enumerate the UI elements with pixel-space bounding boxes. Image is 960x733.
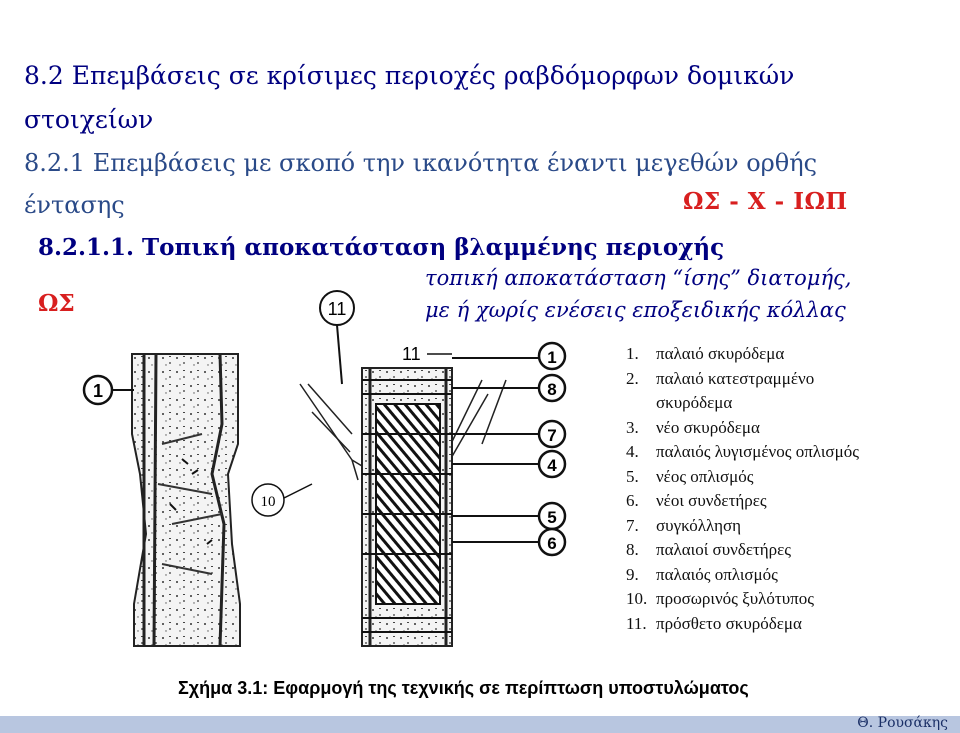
- legend-text: σκυρόδεμα: [656, 393, 733, 412]
- callout-6: [452, 529, 565, 555]
- repaired-column: [362, 368, 452, 646]
- legend-text: συγκόλληση: [656, 515, 742, 535]
- note-line-2: με ή χωρίς ενέσεις εποξειδικής κόλλας: [425, 298, 846, 322]
- heading-line-1: 8.2 Επεμβάσεις σε κρίσιμες περιοχές ραβδόμορφων δομικών: [24, 61, 795, 90]
- legend-text: νέο σκυρόδεμα: [656, 417, 760, 437]
- heading-line-2: στοιχείων: [24, 105, 154, 134]
- legend-text: παλαιοί συνδετήρες: [656, 540, 792, 559]
- legend-number: 2.: [626, 368, 639, 388]
- callout-label: 6: [547, 534, 557, 553]
- legend-text: νέος οπλισμός: [656, 466, 754, 486]
- legend-number: 8.: [626, 540, 639, 559]
- legend-number: 5.: [626, 466, 639, 486]
- callout-label: 10: [260, 494, 276, 510]
- legend-number: 6.: [626, 491, 639, 510]
- callout-1-left: [84, 376, 134, 404]
- callout-1-right: [452, 343, 565, 369]
- legend-number: 1.: [626, 344, 639, 363]
- callout-label: 7: [547, 426, 557, 445]
- legend-text: παλαιό σκυρόδεμα: [656, 344, 785, 363]
- subheading-line-2: έντασης: [24, 191, 125, 219]
- legend-number: 4.: [626, 442, 639, 461]
- callout-label: 11: [327, 299, 347, 319]
- callout-5: [452, 503, 565, 529]
- damaged-column: [132, 354, 240, 646]
- legend-text: παλαιός οπλισμός: [656, 564, 778, 584]
- tag-left: ΩΣ: [38, 290, 75, 317]
- figure-caption: Σχήμα 3.1: Εφαρμογή της τεχνικής σε περίπτωση υποστυλώματος: [178, 678, 749, 698]
- callout-label: 5: [547, 508, 557, 527]
- callout-label-11: 11: [402, 344, 421, 364]
- legend-number: 10.: [626, 589, 648, 608]
- callout-4: [452, 451, 565, 477]
- legend-text: πρόσθετο σκυρόδεμα: [656, 613, 802, 633]
- callout-7: [452, 421, 565, 447]
- legend-text: νέοι συνδετήρες: [656, 491, 767, 510]
- legend-number: 3.: [626, 417, 639, 437]
- callout-10: [252, 484, 312, 516]
- callout-8: [452, 375, 565, 401]
- callout-label: 4: [547, 456, 557, 475]
- legend-text: παλαιό κατεστραμμένο: [656, 368, 815, 388]
- callout-label: 8: [547, 380, 557, 399]
- callout-label: 1: [92, 381, 104, 401]
- footer-bar: [0, 716, 960, 733]
- legend-number: 9.: [626, 564, 639, 584]
- footer-author: Θ. Ρουσάκης: [857, 715, 948, 731]
- note-line-1: τοπική αποκατάσταση “ίσης” διατομής,: [425, 266, 852, 290]
- column-repair-diagram: [62, 284, 610, 670]
- tag-top: ΩΣ - Χ - ΙΩΠ: [683, 188, 848, 215]
- legend-number: 7.: [626, 515, 639, 535]
- subheading-line-1: 8.2.1 Επεμβάσεις με σκοπό την ικανότητα έναντι μεγεθών ορθής: [24, 149, 818, 177]
- legend-text: προσωρινός ξυλότυπος: [656, 589, 814, 608]
- callout-11-top: [320, 291, 354, 384]
- section-title: 8.2.1.1. Τοπική αποκατάσταση βλαμμένης περιοχής: [38, 234, 725, 261]
- callout-label: 1: [547, 348, 557, 367]
- legend-text: παλαιός λυγισμένος οπλισμός: [656, 442, 859, 461]
- legend-number: 11.: [626, 613, 647, 633]
